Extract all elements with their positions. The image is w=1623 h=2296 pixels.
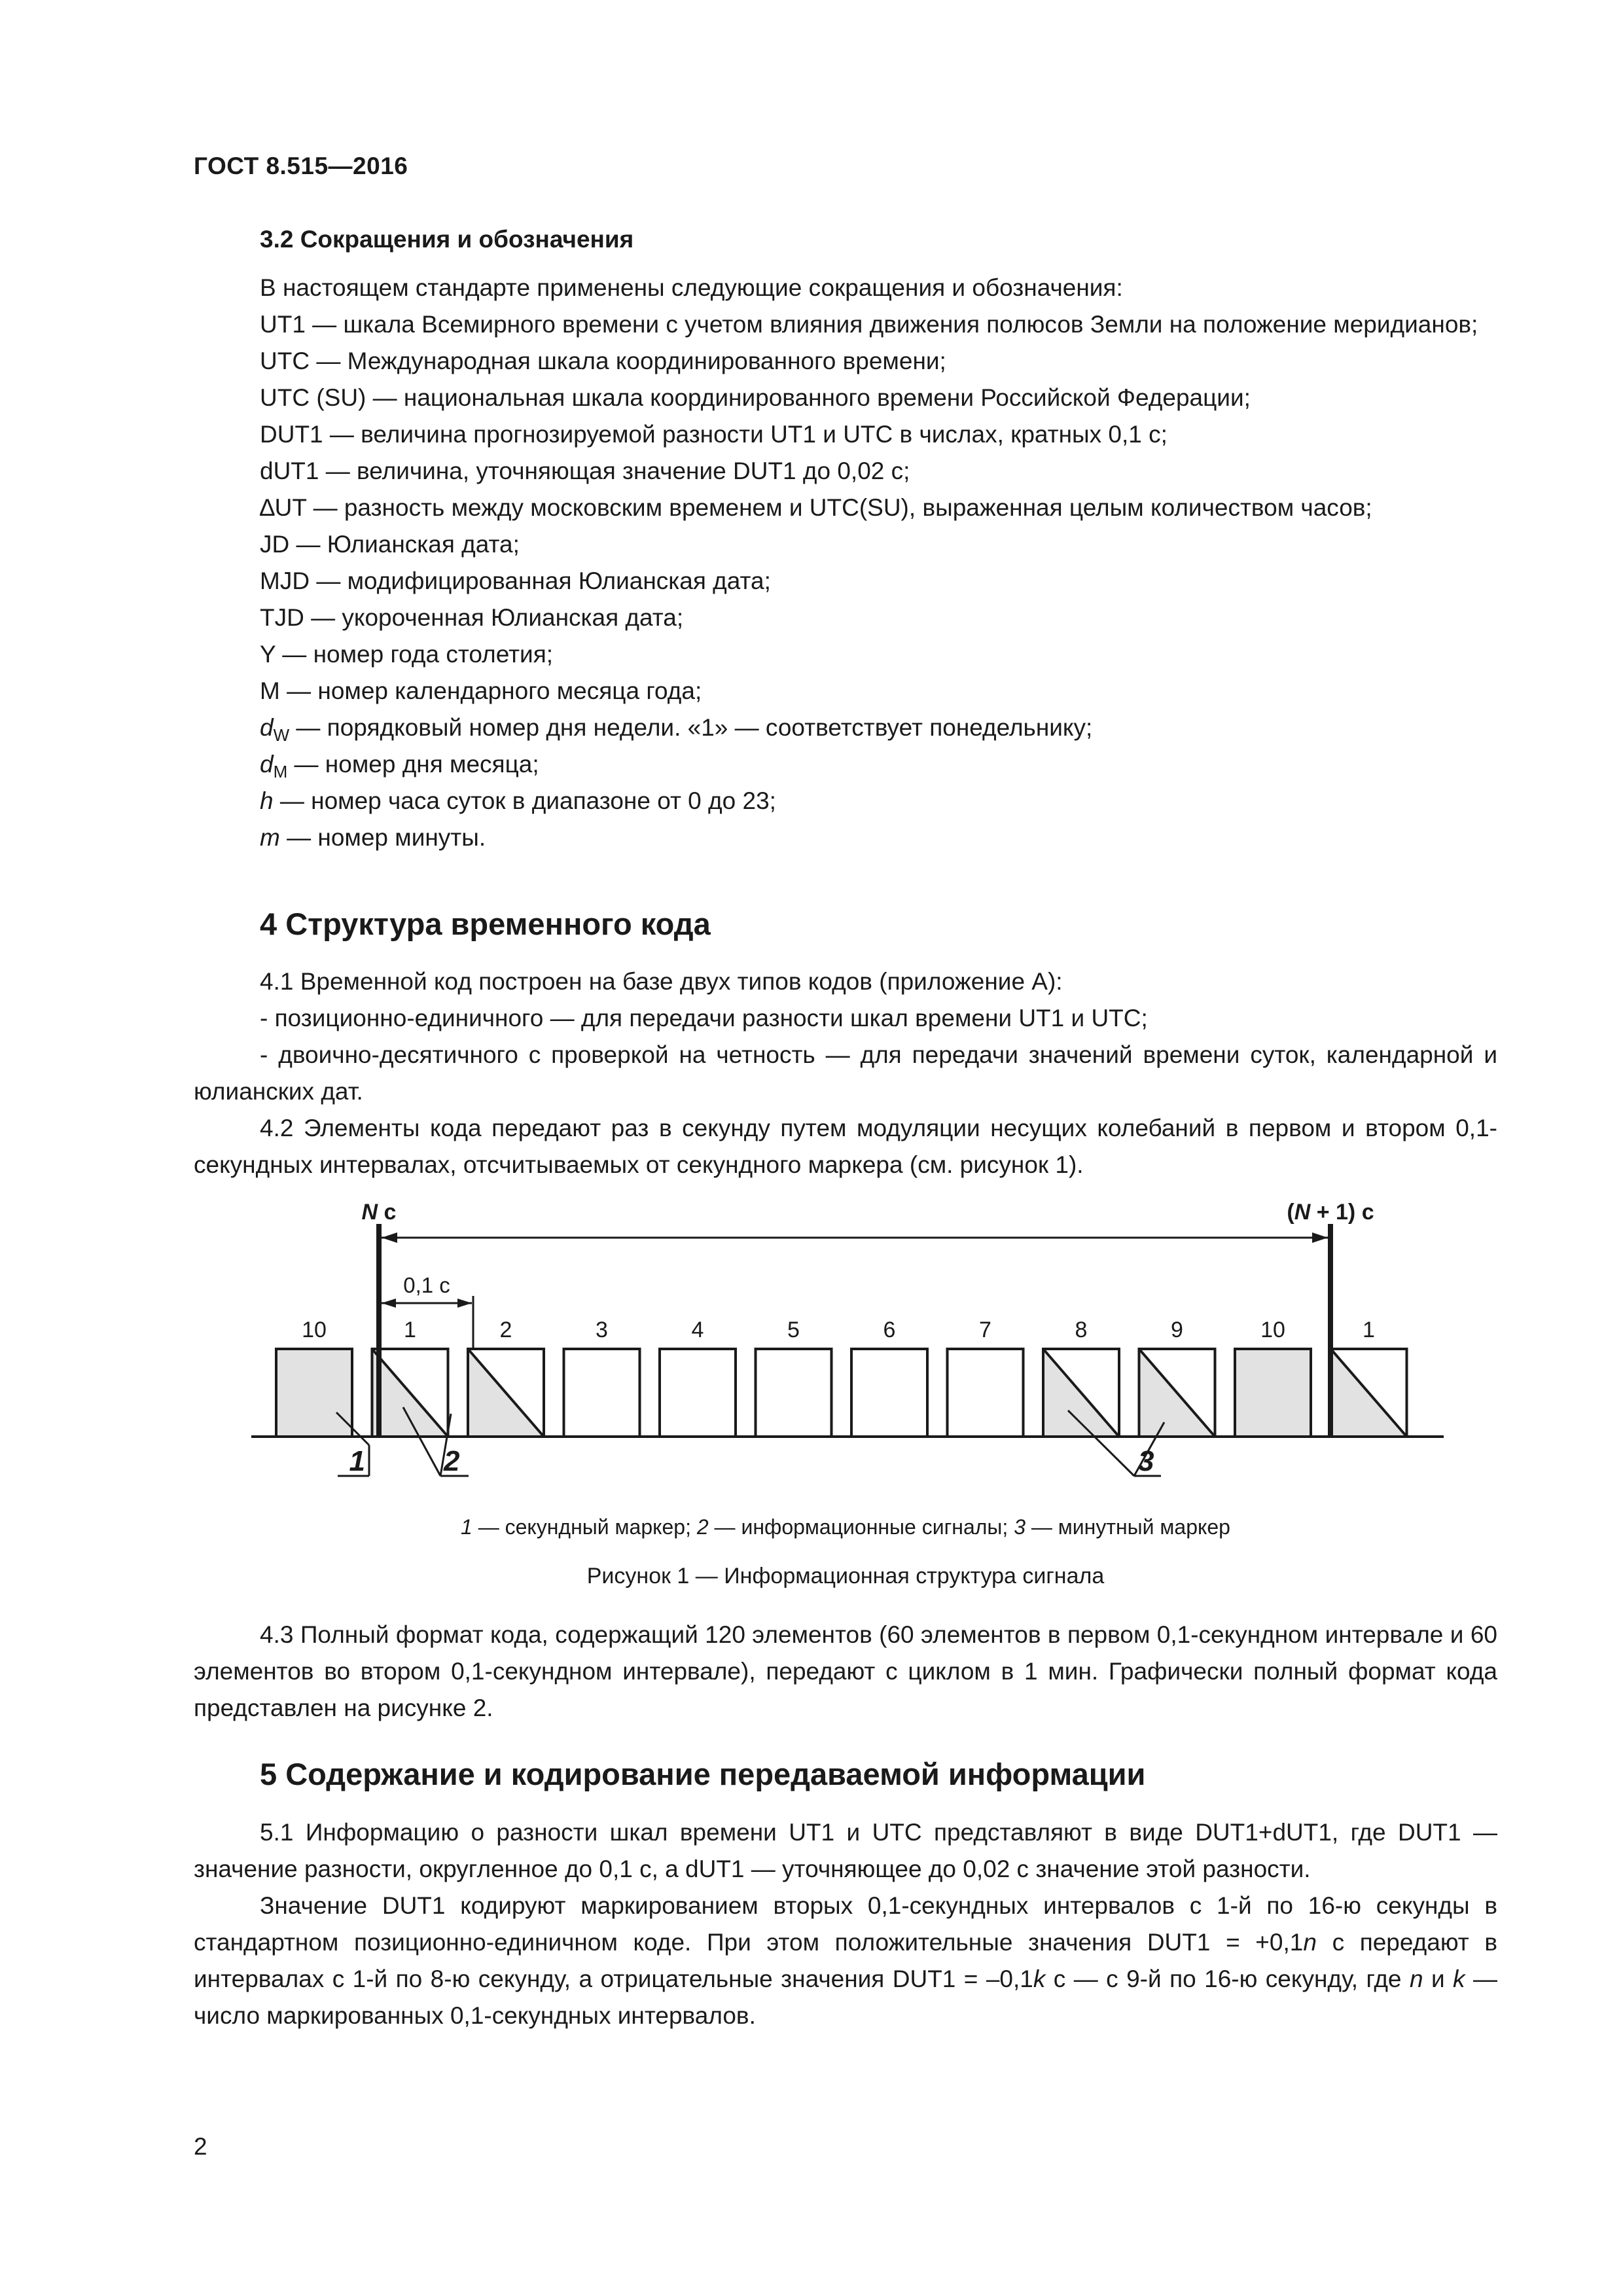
- paragraph-4-1-a: - позиционно-единичного — для передачи разности шкал времени UT1 и UTC;: [260, 1005, 1148, 1031]
- abbr-utc: UTC — Международная шкала координированного времени;: [260, 348, 946, 374]
- page-number: 2: [194, 2133, 207, 2160]
- p5-2-n-2: n: [1409, 1965, 1423, 1992]
- slot-7-empty: [851, 1318, 927, 1437]
- p5-2-n-1: n: [1303, 1929, 1317, 1956]
- dw-subscript: W: [273, 725, 290, 745]
- slot-label: 8: [1075, 1318, 1088, 1342]
- document-page: [194, 0, 1497, 2296]
- p5-2-k-1: k: [1033, 1965, 1046, 1992]
- callout-2-number: 2: [444, 1445, 460, 1477]
- slot-outline: [851, 1349, 927, 1437]
- section-4-text: [194, 963, 1497, 1183]
- slot-label: 1: [404, 1318, 416, 1342]
- paragraph-4-3: 4.3 Полный формат кода, содержащий 120 элементов (60 элементов в первом 0,1-секундном интервале и 60 элементов во втором 0,1-секундном интервале), передают с циклом в 1 мин. Графически полный формат кода представлен на рисунке 2.: [194, 1621, 1497, 1721]
- abbr-h: [194, 783, 1497, 819]
- slot-label: 7: [979, 1318, 991, 1342]
- paragraph-4-1-b: - двоично-десятичного с проверкой на четность — для передачи значений времени суток, календарной и юлианских дат.: [194, 1041, 1497, 1105]
- slot-6-empty: [756, 1318, 832, 1437]
- p5-2-part-d: и: [1423, 1965, 1454, 1992]
- full-second-arrow-left: [382, 1232, 397, 1243]
- slot-label: 2: [499, 1318, 512, 1342]
- slot-4-empty: [564, 1318, 640, 1437]
- h-symbol: h: [260, 787, 274, 814]
- slot-9-information: [1043, 1318, 1119, 1437]
- right-second-open: (: [1287, 1200, 1294, 1225]
- legend-text-1: — секундный маркер;: [472, 1515, 697, 1539]
- abbreviations-list: [194, 270, 1497, 856]
- slot-label: 10: [302, 1318, 327, 1342]
- figure-legend: [194, 1509, 1497, 1545]
- section-title-5: 5 Содержание и кодирование передаваемой информации: [260, 1757, 1146, 1791]
- slot-label: 10: [1260, 1318, 1285, 1342]
- signal-structure-figure: [194, 1188, 1497, 1548]
- slot-fill: [276, 1349, 352, 1437]
- abbr-mjd: MJD — модифицированная Юлианская дата;: [260, 567, 771, 594]
- paragraph-5-2: [194, 1888, 1497, 2034]
- full-second-arrow-right: [1312, 1232, 1328, 1243]
- slot-label: 9: [1171, 1318, 1183, 1342]
- abbr-delta-ut: ∆UT — разность между московским временем и UTC(SU), выраженная целым количеством часов;: [260, 494, 1372, 521]
- callout-3-number: 3: [1138, 1445, 1154, 1477]
- abbr-y: Y — номер года столетия;: [260, 641, 554, 668]
- dm-text: — номер дня месяца;: [287, 751, 539, 778]
- section-5-text: [194, 1814, 1497, 2034]
- dw-text: — порядковый номер дня недели. «1» — соответствует понедельнику;: [289, 714, 1093, 741]
- slot-label: 6: [883, 1318, 896, 1342]
- legend-text-3: — минутный маркер: [1026, 1515, 1230, 1539]
- legend-num-3: 3: [1014, 1515, 1026, 1539]
- slot-outline: [756, 1349, 832, 1437]
- abbr-dut1-small: dUT1 — величина, уточняющая значение DUT1 до 0,02 с;: [260, 457, 910, 484]
- m-symbol: m: [260, 824, 280, 851]
- abbr-dw: [194, 709, 1497, 746]
- paragraph-4-1: 4.1 Временной код построен на базе двух типов кодов (приложение А):: [260, 968, 1063, 995]
- slot-5-empty: [660, 1318, 736, 1437]
- right-second-label: [1287, 1200, 1374, 1225]
- slot-11-minute-marker: [1235, 1318, 1311, 1437]
- figure-caption: Рисунок 1 — Информационная структура сигнала: [586, 1564, 1105, 1588]
- slot-label: 1: [1363, 1318, 1375, 1342]
- right-second-rest: + 1) с: [1310, 1200, 1374, 1225]
- p5-2-part-b: с передают в интервалах с 1-й по 8-ю секунду, а отрицательные значения DUT1 = –0,1: [194, 1929, 1497, 1992]
- slot-label: 5: [787, 1318, 800, 1342]
- slot-outline: [660, 1349, 736, 1437]
- legend-text-2: — информационные сигналы;: [708, 1515, 1014, 1539]
- abbr-ut1: UT1 — шкала Всемирного времени с учетом влияния движения полюсов Земли на положение меридианов;: [260, 311, 1478, 338]
- slot-3-information: [468, 1318, 544, 1437]
- callout-1-number: 1: [349, 1445, 365, 1477]
- left-second-var: N: [361, 1200, 378, 1225]
- slot-12-second-marker: [1331, 1318, 1407, 1437]
- paragraph-5-1: 5.1 Информацию о разности шкал времени UT1 и UTC представляют в виде DUT1+dUT1, где DUT1 — значение разности, округленное до 0,1 с, а dUT1 — уточняющее до 0,02 с значение этой разности.: [194, 1819, 1497, 1882]
- slot-fill: [1235, 1349, 1311, 1437]
- left-second-label: [362, 1200, 397, 1225]
- p5-2-part-e: — число маркированных 0,1-секундных интервалов.: [194, 1965, 1497, 2029]
- interval-label: 0,1 с: [403, 1273, 450, 1297]
- p5-2-k-2: k: [1453, 1965, 1465, 1992]
- slot-label: 4: [691, 1318, 704, 1342]
- interval-arrow-left: [382, 1299, 396, 1308]
- right-second-var: N: [1294, 1200, 1311, 1225]
- h-text: — номер часа суток в диапазоне от 0 до 23;: [273, 787, 776, 814]
- dm-symbol: d: [260, 751, 274, 778]
- abbreviations-intro: В настоящем стандарте применены следующие сокращения и обозначения:: [260, 274, 1123, 301]
- abbr-m-minute: [194, 819, 1497, 856]
- abbr-m-month: M — номер календарного месяца года;: [260, 677, 702, 704]
- slot-outline: [948, 1349, 1024, 1437]
- dm-subscript: M: [273, 762, 288, 781]
- abbr-dm: [194, 746, 1497, 783]
- subsection-title-3-2: 3.2 Сокращения и обозначения: [260, 226, 634, 253]
- abbr-dut1: DUT1 — величина прогнозируемой разности UT1 и UTC в числах, кратных 0,1 с;: [260, 421, 1168, 448]
- dw-symbol: d: [260, 714, 274, 741]
- interval-arrow-right: [457, 1299, 472, 1308]
- slot-label: 3: [596, 1318, 608, 1342]
- m-text: — номер минуты.: [279, 824, 486, 851]
- abbr-utc-su: UTC (SU) — национальная шкала координированного времени Российской Федерации;: [260, 384, 1251, 411]
- slot-10-information: [1139, 1318, 1215, 1437]
- paragraph-4-2: 4.2 Элементы кода передают раз в секунду путем модуляции несущих колебаний в первом и втором 0,1-секундных интервалах, отсчитываемых от секундного маркера (см. рисунок 1).: [194, 1115, 1497, 1178]
- section-4-3-text: [194, 1617, 1497, 1727]
- slot-outline: [564, 1349, 640, 1437]
- abbr-jd: JD — Юлианская дата;: [260, 531, 520, 558]
- legend-num-1: 1: [461, 1515, 473, 1539]
- legend-num-2: 2: [696, 1515, 709, 1539]
- left-second-unit: с: [378, 1200, 397, 1225]
- slot-1-minute-marker: [276, 1318, 352, 1437]
- p5-2-part-c: с — с 9-й по 16-ю секунду, где: [1045, 1965, 1410, 1992]
- p5-2-part-a: Значение DUT1 кодируют маркированием вторых 0,1-секундных интервалов с 1-й по 16-ю секунды в стандартном позиционно-единичном коде. При этом положительные значения DUT1 = +0,1: [194, 1892, 1497, 1956]
- slot-8-empty: [948, 1318, 1024, 1437]
- abbr-tjd: TJD — укороченная Юлианская дата;: [260, 604, 684, 631]
- document-id-header: ГОСТ 8.515—2016: [194, 152, 408, 179]
- section-title-4: 4 Структура временного кода: [260, 906, 711, 941]
